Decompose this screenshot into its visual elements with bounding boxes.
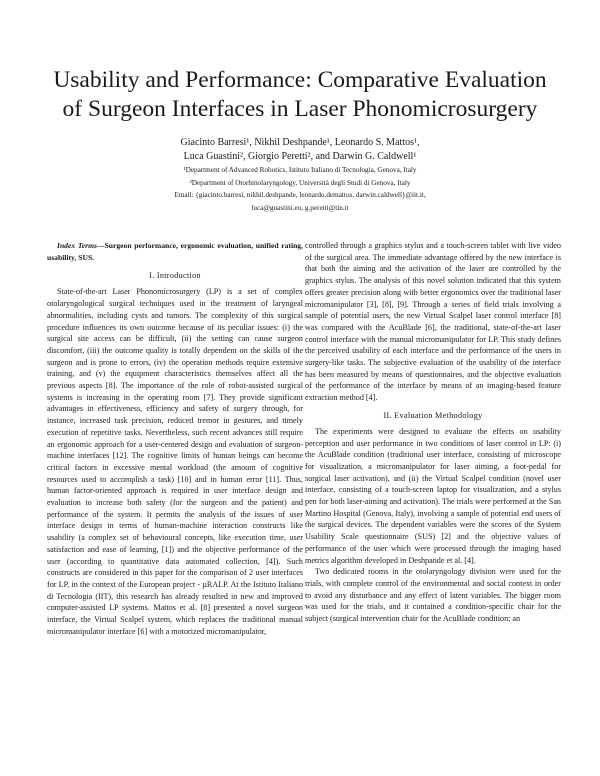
right-column (305, 240, 561, 625)
introduction-continued-paragraph: controlled through a graphics stylus and a touch-screen tablet with live video of the surgical area. The immediate advantage offered by the new interface is that both the aiming and the activation of the laser are controlled by the graphics stylus. The analysis of this novel solution indicated that this system offers greater precision along with better ergonomics over the traditional laser micromanipulator [3], [8], [9]. Through a series of field trials involving a sample of potential users, the new Virtual Scalpel laser control interface [8] was compared with the AcuBlade [6], the traditional, state-of-the-art laser control interface with the manual micromanipulator for LP. This study defines the perceived usability of each interface and the performance of the users in surgery-like tasks. The subjective evaluation of the usability of the interface has been measured by means of questionnaires, and the objective evaluation of the performance of the interface by means of an imaging-based feature extraction method [4]. (305, 241, 561, 403)
methodology-paragraph-1: The experiments were designed to evaluate the effects on usability perception and user performance in two conditions of laser control in LP: (i) the AcuBlade condition (traditional user interface, consisting of microscope for visualization, a micromanipulator for laser aiming, a foot-pedal for surgical laser activation), and (ii) the Virtual Scalpel condition (novel user interface, consisting of a touch-screen laptop for visualization, and a stylus pen for both laser-aiming and activation). The trials were performed at the San Martino Hospital (Genova, Italy), involving a sample of potential end users of the surgical devices. The dependent variables were the scores of the System Usability Scale questionnaire (SUS) [2] and the objective values of performance of the user which were processed through the imaging based metrics algorithm developed in Deshpande et al. [4]. (305, 426, 561, 565)
left-column (47, 240, 303, 638)
title-line-1: Usability and Performance: Comparative Evaluation (53, 67, 547, 93)
author-block (40, 136, 560, 214)
index-terms-text: —Surgeon performance, ergonomic evaluation, unified rating, usability, SUS. (47, 241, 304, 262)
affiliation-1: ¹Department of Advanced Robotics, Istituto Italiano di Tecnologia, Genova, Italy (183, 166, 417, 174)
methodology-paragraph-2: Two dedicated rooms in the otolaryngology division were used for the trials, with complete control of the environmental and social context in order to avoid any disturbance and any effect of latent variables. The bigger room was used for the trials, and it contained a condition-specific chair for the subject (surgical intervention chair for the AcuBlade condition; an (305, 567, 561, 624)
title-line-2: of Surgeon Interfaces in Laser Phonomicrosurgery (62, 96, 538, 122)
index-terms-label: Index Terms (57, 241, 97, 250)
author-line-2: Luca Guastini², Giorgio Peretti², and Darwin G. Caldwell¹ (183, 151, 417, 162)
paper-title (40, 66, 560, 124)
email-line-1: Email: {giacinto.barresi, nikhil.deshpande, leonardo.demattos, darwin.caldwell}@iit.it, (174, 191, 426, 199)
author-line-1: Giacinto Barresi¹, Nikhil Deshpande¹, Leonardo S. Mattos¹, (180, 137, 420, 148)
introduction-paragraph: State-of-the-art Laser Phonomicrosurgery (LP) is a set of complex otolaryngological surgical techniques used in the treatment of laryngeal abnormalities, including cysts and tumors. The complexity of this surgical procedure influences its own outcome because of its peculiar issues: (i) the surgical site access can be difficult, (ii) the setting can cause surgeon discomfort, (iii) the outcome quality is totally dependent on the skills of the surgeon and is prone to errors, (iv) the operation methods require extensive training, and (v) the equipment characteristics themselves affect all the previous aspects [8]. The importance of the role of robot-assisted surgical systems is increasing in the operating room [7]. They provide significant advantages in effectiveness, efficiency and safety of surgery through, for instance, increased task precision, reduced tremor in gestures, and timely execution of repetitive tasks. Nevertheless, such recent advances still require an ergonomic approach for a user-centered design and evaluation of surgeon-machine interfaces [12]. The cognitive limits of human beings can become critical factors in excessive mental workload (the amount of cognitive resources used to accomplish a task) [10] and in human error [11]. Thus, human factor-oriented approach is required in user interface design and evaluation to increase both safety (for the surgeon and the patient) and performance of the system. It permits the analysis of the issues of user interface design in terms of human-machine interaction constructs like usability (a complex set of behavioural concepts, like execution time, user satisfaction and ease of learning, [1]) and the objective performance of the user (according to quantitative data automated collection, [4]). Such constructs are considered in this paper for the comparison of 2 user interfaces for LP, in the context of the European project - µRALP. At the Istituto Italiano di Tecnologia (IIT), this research has already resulted in new and improved computer-assisted LP systems. Mattos et al. [8] presented a novel surgeon interface, the Virtual Scalpel system, which replaces the traditional manual micromanipulator interface [6] with a motorized micromanipulator, (47, 287, 303, 636)
index-terms (47, 240, 303, 263)
section-heading-methodology: II. Evaluation Methodology (383, 410, 483, 420)
section-heading-introduction: I. Introduction (149, 271, 201, 281)
affiliation-2: ²Department of Otorhinolaryngology, Università degli Studi di Genova, Italy (189, 178, 411, 187)
email-line-2: luca@guastini.eu, g.peretti@tin.it (251, 203, 349, 212)
